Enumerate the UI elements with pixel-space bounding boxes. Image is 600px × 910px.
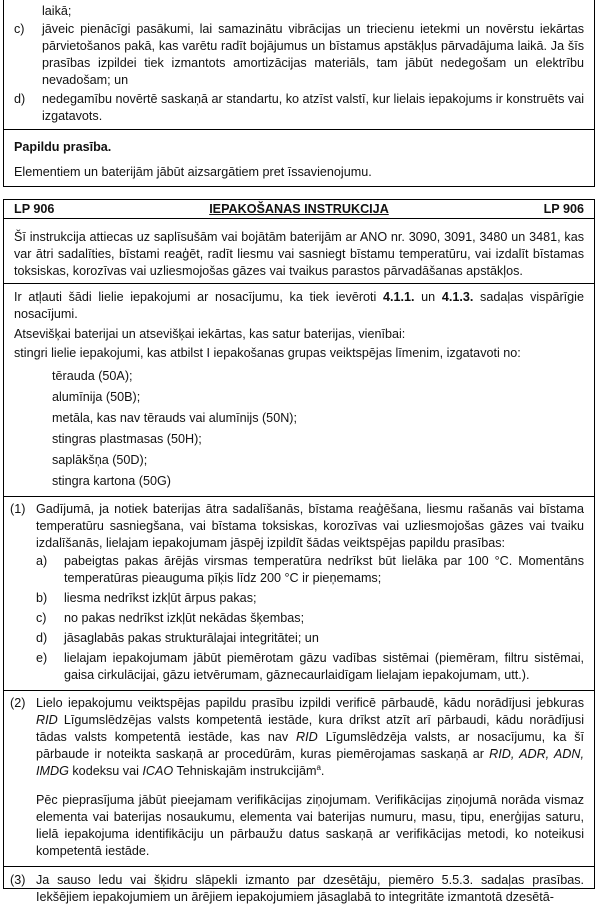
- p2-t4: kodeksu vai: [68, 764, 143, 778]
- p2-rid-2: RID: [296, 730, 318, 744]
- provision-2-text: [36, 695, 584, 780]
- allowed-post: sadaļas vispārīgie nosacījumi.: [14, 290, 584, 321]
- allowed-mid: un: [414, 290, 442, 304]
- rigid-packaging-text: stingri lielie iepakojumi, kas atbilst I iepakošanas grupas veiktspējas līmenim, izgatavoti no:: [14, 346, 521, 360]
- item-label: d): [36, 631, 48, 645]
- requirement-a: [36, 553, 584, 587]
- requirement-c: [36, 610, 584, 627]
- requirement-d: [36, 630, 584, 647]
- provision-1-section: [4, 497, 594, 691]
- scope-section: [4, 219, 594, 284]
- provision-number: (1): [10, 502, 26, 516]
- footnote-marker: a: [316, 762, 321, 772]
- item-label: a): [36, 554, 48, 568]
- item-label: d): [14, 92, 26, 106]
- provision-3-section: [4, 867, 594, 910]
- p2-t1: Lielo iepakojumu veiktspējas papildu prasību izpildi verificē pārbaudē, kādu norādījusi jebkuras: [36, 696, 584, 710]
- item-label: b): [36, 591, 48, 605]
- item-label: c): [36, 611, 47, 625]
- verification-report-text: Pēc pieprasījuma jābūt pieejamam verifikācijas ziņojumam. Verifikācijas ziņojumā norāda vismaz elementa vai baterijas nosaukumu, elementa vai baterijas numuru, masu, tipu, enerģijas saturu, lielā iepakojuma identifikāciju un pārbaužu datus saskaņā ar verifikācijas metodi, ko noteikusi kompetentā iestāde.: [36, 793, 584, 858]
- provision-2: [10, 695, 584, 860]
- scope-text: Šī instrukcija attiecas uz saplīsušām vai bojātām baterijām ar ANO nr. 3090, 3091, 3480 un 3481, kas var ātri sadalīties, bīstami reaģēt, radīt liesmu vai sasniegt bīstamu temperatūru, vai izdalīt bīstamas toksiskas, korozīvas vai uzliesmojošas gāzes vai tvaikus parastos pārvadāšanas apstākļos.: [14, 230, 584, 278]
- p2-t3: Līgumslēdzēja valsts, ar nosacījumu, ka šī pārbaude ir noteikta saskaņā ar procedūrām, kuras piemērojamas saskaņā ar: [36, 730, 584, 761]
- instruction-title: IEPAKOŠANAS INSTRUKCIJA: [209, 202, 389, 216]
- allowed-text: [14, 289, 584, 323]
- item-text: no pakas nedrīkst izkļūt nekādas šķembas;: [64, 611, 305, 625]
- provision-number: (2): [10, 696, 26, 710]
- previous-instruction-box: [3, 0, 595, 187]
- p2-icao: ICAO: [142, 764, 174, 778]
- condition-c: [14, 21, 584, 89]
- additional-requirement-section: [4, 130, 594, 189]
- materials-list: [14, 368, 584, 490]
- provision-number: (3): [10, 873, 26, 887]
- item-text: liesma nedrīkst izkļūt ārpus pakas;: [64, 591, 257, 605]
- item-text: jāveic pienācīgi pasākumi, lai samazinātu vibrācijas un triecienu ietekmi un novērstu iekārtas pārvietošanos pakā, kas varētu radīt bojājumus un bīstamus apstākļus pārvadājuma laikā. Ja šīs prasības izpildei tiek izmantots amortizācijas materiāls, tam jābūt nedegošam un elektrību nevadošam; un: [42, 22, 584, 87]
- section-ref-4-1-1: 4.1.1.: [383, 290, 415, 304]
- provision-3-text: Ja sauso ledu vai šķidru slāpekli izmanto par dzesētāju, piemēro 5.5.3. sadaļas prasības. Iekšējiem iepakojumiem un ārējiem iepakojumiem jāsaglabā to integritāte izmantotā dzesētā-: [36, 873, 584, 904]
- item-label: e): [36, 651, 48, 665]
- item-text: lielajam iepakojumam jābūt piemērotam gāzu vadības sistēmai (piemēram, filtru sistēmai, gaisa cirkulācijai, gāzu ietvērumam, gāznecaurlaidīgam lielajam iepakojumam, utt.).: [64, 651, 584, 682]
- provision-3: [10, 872, 584, 906]
- item-text: pabeigtas pakas ārējās virsmas temperatūra nedrīkst būt lielāka par 100 °C. Momentāns temperatūras pieauguma pīķis līdz 200 °C ir pieņemams;: [64, 554, 584, 585]
- material-item: stingra kartona (50G): [52, 474, 171, 488]
- item-label-spacer: [14, 3, 42, 20]
- provision-2-section: [4, 691, 594, 867]
- lp906-instruction-box: [3, 199, 595, 904]
- continued-text: laikā;: [42, 4, 72, 18]
- continued-item: [14, 3, 584, 20]
- condition-d: [14, 91, 584, 125]
- p2-t5: Tehniskajām instrukcijām: [173, 764, 317, 778]
- material-item: metāla, kas nav tērauds vai alumīnijs (50N);: [52, 411, 297, 425]
- p2-t6: .: [320, 764, 325, 778]
- requirement-b: [36, 590, 584, 607]
- item-text: nedegamību novērtē saskaņā ar standartu, ko atzīst valstī, kur lielais iepakojums ir konstruēts vai izgatavots.: [42, 92, 584, 123]
- allowed-pre: Ir atļauti šādi lielie iepakojumi ar nosacījumu, ka tiek ievēroti: [14, 290, 383, 304]
- provision-1-text: Gadījumā, ja notiek baterijas ātra sadalīšanās, bīstama reaģēšana, liesmu rašanās vai bīstama temperatūru sasniegšana, vai bīstama toksiskas, korozīvas vai uzliesmojošas gāzes vai tvaiku izdalīšanās, lielajam iepakojumam jāspēj izpildīt šādas veiktspējas papildu prasības:: [36, 502, 584, 550]
- material-item: alumīnija (50B);: [52, 390, 141, 404]
- item-label: c): [14, 22, 25, 36]
- instruction-code-left: LP 906: [14, 202, 55, 216]
- p2-rid-1: RID: [36, 713, 58, 727]
- separate-battery-text: Atsevišķai baterijai un atsevišķai iekārtas, kas satur baterijas, vienībai:: [14, 327, 406, 341]
- provision-body: [36, 695, 584, 860]
- additional-requirement-text: Elementiem un baterijām jābūt aizsargātiem pret īssavienojumu.: [14, 165, 372, 179]
- material-item: stingras plastmasas (50H);: [52, 432, 202, 446]
- item-text: jāsaglabās pakas strukturālajai integritātei; un: [64, 631, 319, 645]
- material-item: tērauda (50A);: [52, 369, 133, 383]
- p2-codes: RID, ADR, ADN, IMDG: [36, 747, 584, 778]
- provision-1: [10, 501, 584, 684]
- previous-conditions-section: [4, 0, 594, 130]
- requirement-e: [36, 650, 584, 684]
- additional-requirement-title: Papildu prasība.: [14, 140, 112, 154]
- provision-body: [36, 501, 584, 684]
- instruction-code-right: LP 906: [543, 202, 584, 216]
- p2-t2: Līgumslēdzējas valsts kompetentā iestāde, kura drīkst atzīt arī pārbaudi, kādu norādījusi tādas valsts kompetentā iestāde, kas nav: [36, 713, 584, 744]
- allowed-packagings-section: [4, 284, 594, 497]
- lp906-header: [4, 200, 594, 219]
- section-ref-4-1-3: 4.1.3.: [441, 290, 474, 304]
- material-item: saplākšņa (50D);: [52, 453, 148, 467]
